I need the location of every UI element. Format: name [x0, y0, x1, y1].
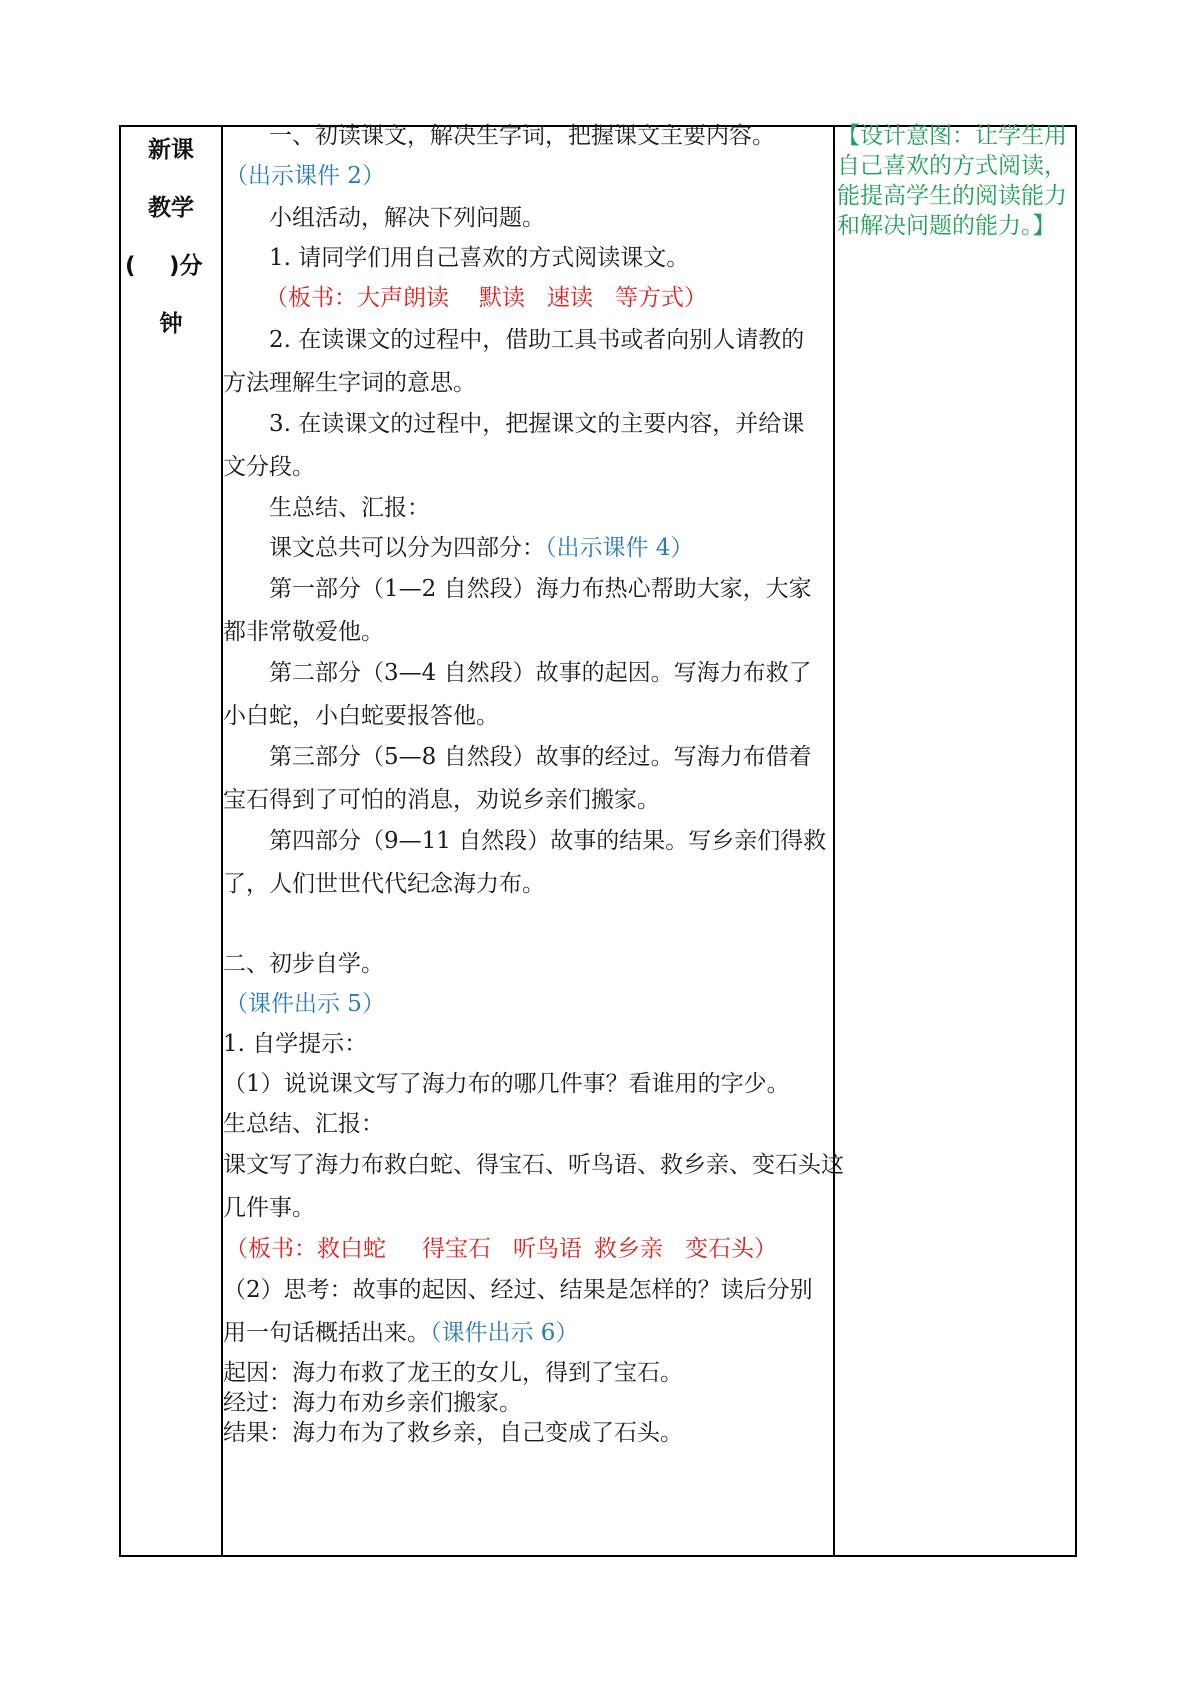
design-intent-line: 和解决问题的能力。】	[837, 213, 1056, 239]
content-text: 课文总共可以分为四部分：	[269, 535, 545, 561]
section-label-line: 钟	[159, 311, 183, 337]
content-line: 经过：海力布劝乡亲们搬家。	[223, 1390, 522, 1416]
content-line: 1. 请同学们用自己喜欢的方式阅读课文。	[269, 245, 690, 271]
content-line	[225, 1234, 777, 1264]
board-item: 变石头）	[685, 1236, 777, 1262]
content-line: 起因：海力布救了龙王的女儿，得到了宝石。	[223, 1360, 683, 1386]
content-line: 1. 自学提示：	[223, 1031, 368, 1057]
time-paren-open: (	[125, 253, 136, 279]
content-line: 第一部分（1—2 自然段）海力布热心帮助大家，大家	[269, 576, 812, 602]
content-line: （1）说说课文写了海力布的哪几件事？看谁用的字少。	[223, 1071, 790, 1097]
content-line: 3. 在读课文的过程中，把握课文的主要内容，并给课	[269, 411, 805, 437]
courseware-ref: （课件出示 6）	[430, 1320, 579, 1346]
content-line: 课文写了海力布救白蛇、得宝石、听鸟语、救乡亲、变石头这	[223, 1152, 844, 1178]
board-item: 听鸟语	[513, 1236, 582, 1262]
content-line: 方法理解生字词的意思。	[223, 370, 476, 396]
content-line: 一、初读课文，解决生字词，把握课文主要内容。	[269, 123, 775, 149]
board-item: 得宝石	[422, 1236, 491, 1262]
board-item: 速读	[547, 285, 593, 311]
design-intent-cell	[835, 123, 1075, 1555]
content-line: 小白蛇，小白蛇要报答他。	[223, 703, 499, 729]
content-line: 二、初步自学。	[223, 951, 384, 977]
board-item: （板书：大声朗读	[265, 285, 449, 311]
content-line: 生总结、汇报：	[223, 1111, 384, 1137]
content-line: 结果：海力布为了救乡亲，自己变成了石头。	[223, 1420, 683, 1446]
board-item: （板书：救白蛇	[225, 1236, 386, 1262]
content-line	[223, 1318, 578, 1348]
board-item: 默读	[479, 285, 525, 311]
content-line: 文分段。	[223, 454, 315, 480]
board-item: 救乡亲	[594, 1236, 663, 1262]
section-label-line: 新课	[148, 137, 194, 163]
content-line: 第三部分（5—8 自然段）故事的经过。写海力布借着	[269, 744, 812, 770]
content-line	[265, 283, 707, 313]
section-label-line: 教学	[148, 195, 194, 221]
lesson-content-cell	[223, 123, 844, 1555]
content-line: 都非常敬爱他。	[223, 619, 384, 645]
content-line: 几件事。	[223, 1195, 315, 1221]
design-intent-line: 能提高学生的阅读能力	[837, 183, 1067, 209]
content-line: 2. 在读课文的过程中，借助工具书或者向别人请教的	[269, 327, 805, 353]
design-intent-line: 【设计意图：让学生用	[837, 123, 1067, 149]
content-line: （课件出示 5）	[225, 991, 385, 1017]
content-line: （2）思考：故事的起因、经过、结果是怎样的？读后分别	[223, 1277, 813, 1303]
content-line: 小组活动，解决下列问题。	[269, 205, 545, 231]
content-line: 生总结、汇报：	[269, 495, 430, 521]
section-label-cell	[121, 127, 221, 1555]
content-line: 第二部分（3—4 自然段）故事的起因。写海力布救了	[269, 660, 812, 686]
content-line: 宝石得到了可怕的消息，劝说乡亲们搬家。	[223, 787, 660, 813]
design-intent-line: 自己喜欢的方式阅读，	[837, 153, 1067, 179]
time-unit: )分	[169, 253, 203, 279]
content-line: 了，人们世世代代纪念海力布。	[223, 871, 545, 897]
content-line: （出示课件 2）	[225, 163, 385, 189]
content-line: 第四部分（9—11 自然段）故事的结果。写乡亲们得救	[269, 828, 827, 854]
lesson-plan-table	[119, 125, 1077, 1557]
content-line	[269, 533, 693, 563]
board-item: 等方式）	[615, 285, 707, 311]
courseware-ref: （出示课件 4）	[545, 535, 694, 561]
content-text: 用一句话概括出来。	[223, 1320, 430, 1346]
